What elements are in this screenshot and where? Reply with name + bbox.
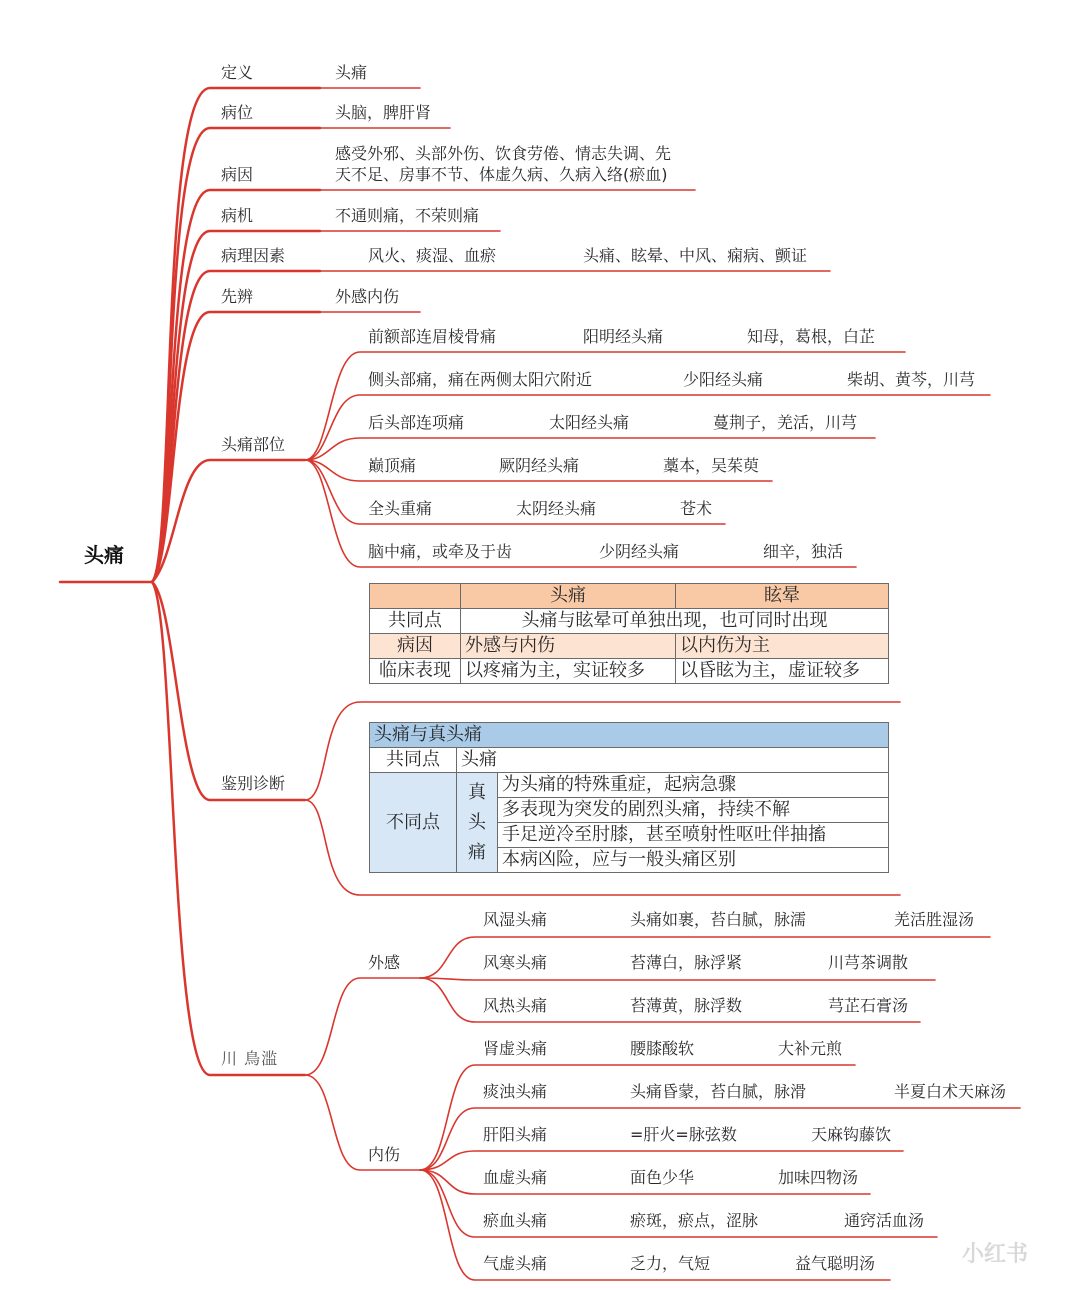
branch-cause-label: 病因 — [221, 165, 254, 184]
branch-headache-site-label: 头痛部位 — [221, 435, 286, 454]
syndrome-formula: 羌活胜湿汤 — [894, 910, 975, 929]
table2-common-value: 头痛 — [457, 748, 889, 773]
table1-header-vertigo: 眩晕 — [676, 584, 889, 609]
location-area: 后头部连项痛 — [368, 413, 465, 432]
table1-corner — [370, 584, 461, 609]
treatment-external-label: 外感 — [368, 953, 401, 972]
location-meridian: 少阴经头痛 — [599, 542, 680, 561]
syndrome-type: 瘀血头痛 — [483, 1211, 548, 1230]
syndrome-type: 肾虚头痛 — [483, 1039, 548, 1058]
syndrome-sign: 头痛如裹，苔白腻，脉濡 — [630, 910, 807, 929]
syndrome-sign: 瘀斑，瘀点，涩脉 — [630, 1211, 759, 1230]
syndrome-sign: 面色少华 — [630, 1168, 695, 1187]
table2-true-char: 真 — [468, 781, 486, 803]
branch-cause-value-line1: 感受外邪、头部外伤、饮食劳倦、情志失调、先 — [335, 144, 672, 163]
table2-item: 为头痛的特殊重症，起病急骤 — [498, 773, 889, 798]
location-herbs: 苍术 — [680, 499, 713, 518]
syndrome-type: 血虚头痛 — [483, 1168, 548, 1187]
table2-title: 头痛与真头痛 — [370, 723, 889, 748]
syndrome-type: 痰浊头痛 — [483, 1082, 548, 1101]
location-area: 侧头部痛，痛在两侧太阳穴附近 — [368, 370, 593, 389]
location-area: 全头重痛 — [368, 499, 433, 518]
table1-common-value: 头痛与眩晕可单独出现，也可同时出现 — [461, 609, 889, 634]
branch-treatment-label: 川 鳥滥 — [221, 1049, 279, 1068]
branch-factors-value: 风火、痰湿、血瘀 — [368, 246, 497, 265]
syndrome-type: 风寒头痛 — [483, 953, 548, 972]
syndrome-type: 肝阳头痛 — [483, 1125, 548, 1144]
location-meridian: 太阳经头痛 — [549, 413, 630, 432]
table2-true-char: 痛 — [468, 841, 486, 863]
syndrome-sign: 苔薄白，脉浮紧 — [630, 953, 743, 972]
table1-clinical-label: 临床表现 — [370, 659, 461, 684]
table1-cause-label: 病因 — [370, 634, 461, 659]
syndrome-sign: =肝火=脉弦数 — [630, 1125, 737, 1144]
syndrome-formula: 大补元煎 — [778, 1039, 843, 1058]
syndrome-sign: 头痛昏蒙，苔白腻，脉滑 — [630, 1082, 807, 1101]
location-meridian: 少阳经头痛 — [683, 370, 764, 389]
true-headache-table — [369, 722, 889, 873]
location-herbs: 蔓荆子，羌活，川芎 — [713, 413, 858, 432]
root-topic: 头痛 — [84, 543, 124, 567]
table2-true-headache-label — [457, 773, 498, 873]
branch-first-label: 先辨 — [221, 287, 254, 306]
table1-cause-vertigo: 以内伤为主 — [676, 634, 889, 659]
branch-factors-extra: 头痛、眩晕、中风、痫病、颤证 — [583, 246, 808, 265]
syndrome-formula: 芎芷石膏汤 — [828, 996, 909, 1015]
table2-true-char: 头 — [468, 811, 486, 833]
syndrome-formula: 益气聪明汤 — [795, 1254, 876, 1273]
location-herbs: 知母，葛根，白芷 — [747, 327, 876, 346]
syndrome-type: 风湿头痛 — [483, 910, 548, 929]
watermark-logo: 小红书 — [962, 1242, 1029, 1267]
table2-diff-label: 不同点 — [370, 773, 457, 873]
location-area: 巅顶痛 — [368, 456, 417, 475]
location-area: 脑中痛，或牵及于齿 — [368, 542, 513, 561]
syndrome-formula: 川芎茶调散 — [828, 953, 909, 972]
table1-header-headache: 头痛 — [461, 584, 676, 609]
syndrome-sign: 乏力，气短 — [630, 1254, 711, 1273]
branch-factors-label: 病理因素 — [221, 246, 286, 265]
syndrome-sign: 腰膝酸软 — [630, 1039, 695, 1058]
table2-item: 本病凶险，应与一般头痛区别 — [498, 848, 889, 873]
table1-clinical-headache: 以疼痛为主，实证较多 — [461, 659, 676, 684]
table1-common-label: 共同点 — [370, 609, 461, 634]
branch-first-value: 外感内伤 — [335, 287, 400, 306]
table1-clinical-vertigo: 以昏眩为主，虚证较多 — [676, 659, 889, 684]
table1-cause-headache: 外感与内伤 — [461, 634, 676, 659]
location-meridian: 太阴经头痛 — [516, 499, 597, 518]
syndrome-formula: 天麻钩藤饮 — [811, 1125, 892, 1144]
location-herbs: 柴胡、黄芩，川芎 — [847, 370, 976, 389]
branch-cause-value-line2: 天不足、房事不节、体虚久病、久病入络(瘀血) — [335, 165, 668, 184]
treatment-internal-label: 内伤 — [368, 1145, 401, 1164]
syndrome-formula: 加味四物汤 — [778, 1168, 859, 1187]
location-meridian: 厥阴经头痛 — [499, 456, 580, 475]
syndrome-formula: 通窍活血汤 — [844, 1211, 925, 1230]
headache-vertigo-table — [369, 583, 889, 684]
location-area: 前额部连眉棱骨痛 — [368, 327, 497, 346]
branch-definition-value: 头痛 — [335, 63, 368, 82]
branch-location-label: 病位 — [221, 103, 254, 122]
location-herbs: 细辛，独活 — [763, 542, 844, 561]
location-meridian: 阳明经头痛 — [583, 327, 664, 346]
syndrome-type: 气虚头痛 — [483, 1254, 548, 1273]
syndrome-type: 风热头痛 — [483, 996, 548, 1015]
branch-mechanism-label: 病机 — [221, 206, 254, 225]
table2-common-label: 共同点 — [370, 748, 457, 773]
branch-location-value: 头脑，脾肝肾 — [335, 103, 432, 122]
branch-mechanism-value: 不通则痛，不荣则痛 — [335, 206, 480, 225]
location-herbs: 藁本，吴茱萸 — [663, 456, 760, 475]
table2-item: 手足逆冷至肘膝，甚至喷射性呕吐伴抽搐 — [498, 823, 889, 848]
branch-definition-label: 定义 — [221, 63, 254, 82]
table2-item: 多表现为突发的剧烈头痛，持续不解 — [498, 798, 889, 823]
branch-differential-label: 鉴别诊断 — [221, 774, 286, 793]
syndrome-formula: 半夏白术天麻汤 — [894, 1082, 1007, 1101]
syndrome-sign: 苔薄黄，脉浮数 — [630, 996, 743, 1015]
